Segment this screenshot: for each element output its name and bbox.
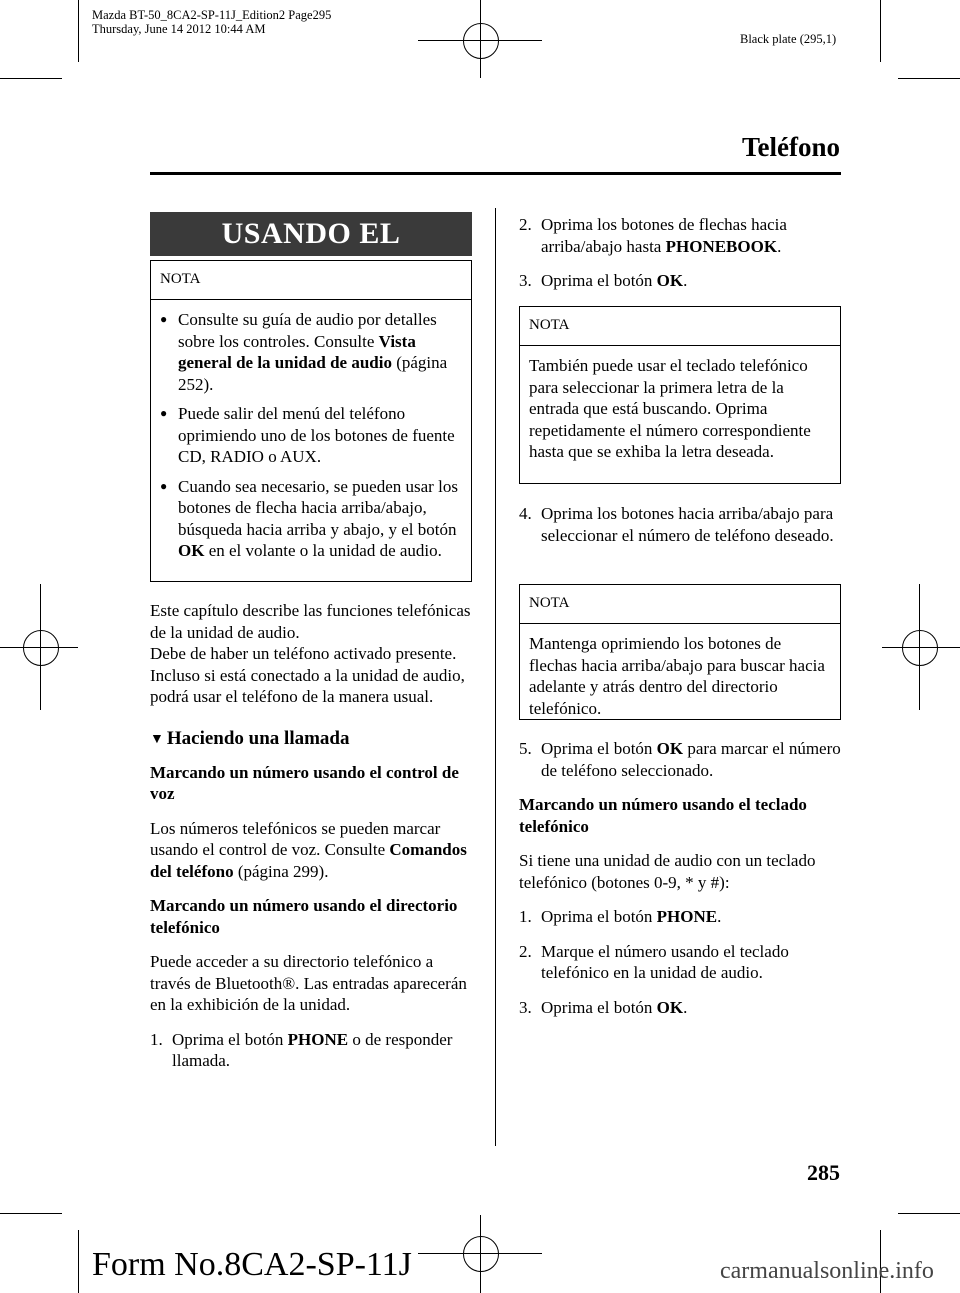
note-box-audio (150, 260, 472, 582)
paragraph-phonebook: Puede acceder a su directorio telefónico a través de Bluetooth®. Las entradas aparecerán en la exhibición de la unidad. (150, 952, 467, 1014)
bullet-icon: ● (160, 406, 168, 420)
step-item: 2. Marque el número usando el teclado telefónico en la unidad de audio. (519, 941, 789, 982)
step-item: 3. Oprima el botón OK. (519, 997, 688, 1017)
crop-mark (0, 1213, 62, 1214)
crop-mark (78, 1230, 79, 1293)
subheading-keypad: Marcando un número usando el teclado telefónico (519, 795, 807, 836)
note-box-keypad (519, 306, 841, 484)
crop-mark (880, 0, 881, 62)
note-heading: NOTA (520, 585, 840, 624)
column-divider (495, 208, 496, 1146)
note-bullet-item: ● Puede salir del menú del teléfono oprimiendo uno de los botones de fuente CD, RADIO o AUX. (160, 404, 455, 466)
step-item: 4. Oprima los botones hacia arriba/abajo para seleccionar el número de teléfono deseado. (519, 504, 834, 545)
crop-mark (78, 0, 79, 62)
note-text: Mantenga oprimiendo los botones de flechas hacia arriba/abajo para buscar hacia adelante y atrás dentro del directorio telefónico. (529, 634, 825, 718)
registration-circle (463, 1236, 499, 1272)
section-title: Teléfono (741, 132, 840, 162)
crop-mark (0, 78, 62, 79)
form-number: Form No.8CA2-SP-11J (92, 1246, 412, 1283)
note-heading: NOTA (151, 261, 471, 300)
chapter-intro: Este capítulo describe las funciones telefónicas de la unidad de audio. Debe de haber un teléfono activado presente. Incluso si está conectado a la unidad de audio, podrá usar el teléfono de la manera usual. (150, 601, 471, 706)
step-item: 1. Oprima el botón PHONE. (519, 907, 722, 926)
paragraph-voice: Los números telefónicos se pueden marcar usando el control de voz. Consulte Comandos del teléfono (página 299). (150, 818, 467, 881)
cross-reference: Vista general de la unidad de audio (178, 331, 416, 372)
note-heading: NOTA (520, 307, 840, 346)
paragraph-keypad: Si tiene una unidad de audio con un teclado telefónico (botones 0-9, * y #): (519, 851, 816, 892)
registration-circle (902, 630, 938, 666)
left-column-text (150, 600, 472, 1085)
down-triangle-icon: ▼ (150, 731, 164, 747)
crop-mark (898, 1213, 960, 1214)
step-item: 3. Oprima el botón OK. (519, 271, 688, 290)
step-item: 1. Oprima el botón PHONE o de responder llamada. (150, 1029, 453, 1070)
crop-mark (898, 78, 960, 79)
plate-label: Black plate (295,1) (740, 32, 837, 46)
note-box-scroll (519, 584, 841, 720)
bullet-icon: ● (160, 312, 168, 326)
subheading-phonebook: Marcando un número usando el directorio telefónico (150, 896, 458, 937)
file-meta (92, 8, 331, 36)
bullet-icon: ● (160, 478, 168, 493)
file-meta-line-2: Thursday, June 14 2012 10:44 AM (92, 22, 266, 36)
subheading-voice: Marcando un número usando el control de voz (150, 762, 459, 803)
chapter-banner: USANDO EL TELÉFONO (150, 212, 472, 256)
watermark-text: carmanualsonline.info (720, 1258, 934, 1284)
note-bullet-item: ● Cuando sea necesario, se pueden usar los botones de flecha hacia arriba/abajo, búsqueda hacia arriba y abajo, y el botón OK en el volante o la unidad de audio. (160, 476, 458, 560)
step-item: 2. Oprima los botones de flechas hacia arriba/abajo hasta PHONEBOOK. (519, 215, 787, 256)
note-text: También puede usar el teclado telefónico para seleccionar la primera letra de la entrada que está buscando. Oprima repetidamente el número correspondiente hasta que se exhiba la letra deseada. (529, 356, 811, 461)
right-column-steps-top (519, 214, 841, 305)
page-number: 285 (807, 1160, 840, 1185)
note-bullet-item: ● Consulte su guía de audio por detalles sobre los controles. Consulte Vista general de la unidad de audio (página 252). (160, 310, 448, 394)
right-column-step4 (519, 503, 841, 559)
right-column-text (519, 738, 841, 1031)
registration-circle (23, 630, 59, 666)
file-meta-line-1: Mazda BT-50_8CA2-SP-11J_Edition2 Page295 (92, 8, 332, 22)
registration-circle (463, 23, 499, 59)
section-heading: ▼ Haciendo una llamada (150, 727, 350, 749)
step-item: 5. Oprima el botón OK para marcar el número de teléfono seleccionado. (519, 739, 841, 780)
header-rule (150, 172, 841, 175)
